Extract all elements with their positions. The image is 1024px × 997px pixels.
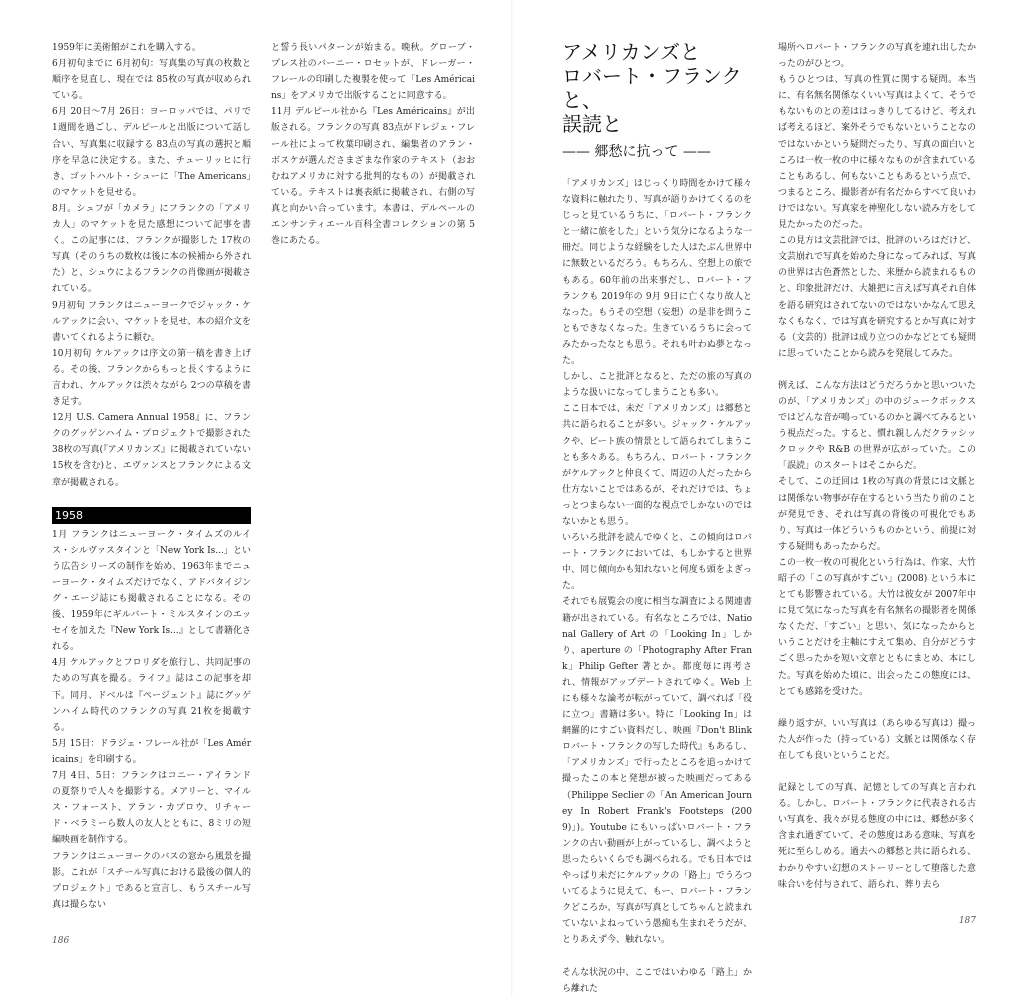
timeline-entry: 6月初旬までに 6月初旬：写真集の写真の枚数と順序を見直し、現在では 85枚の写真が収められている。: [52, 59, 251, 102]
timeline-entry: 8月。シュフが「カメラ」にフランクの「アメリカ人」のマケットを見た感想について記事を書く。この記事には、フランクが撮影した 17枚の写真（そのうちの数枚は後に本の候補から外された）と、シュウによるフランクの肖像画が掲載されている。: [52, 203, 251, 295]
body-paragraph: 例えば、こんな方法はどうだろうかと思いついたのが、「アメリカンズ」の中のジュークボックスではどんな音が鳴っているのかと調べてみるという視点だった。すると、慣れ親しんだクラッシックロックや R&B の世界が広がっていた。この「誤読」のスタートはそこからだ。: [778, 380, 977, 472]
right-page-column-2: [778, 40, 976, 929]
body-paragraph: もうひとつは、写真の性質に関する疑問。本当に、有名無名関係なくいい写真はよくて、そうでもないものとの差ははっきりしてるけど、考えれば考えるほど、案外そうでもないということなのではないかという疑問だったり、写真の面白いところは一枚一枚の中に様々なものが含まれていることもあるし、何もないこともあるという点で、つまるところ、撮影者が有名だからすべて良いわけではない。写真家を神聖化しない読み方をして見たかったのだった。: [778, 75, 977, 231]
body-paragraph: そして、この迂回は 1枚の写真の背景には文脈とは関係ない物事が存在するという当たり前のことが発見でき、それは写真の背後の可視化でもあり、写真は一体どういうものかという、前提に対する疑問もあったからだ。: [778, 477, 977, 552]
body-paragraph: いろいろ批評を読んでゆくと、この傾向はロバート・フランクにおいては、もしかすると世界中、同じ傾向かも知れないと何度も頭をよぎった。: [562, 533, 752, 592]
body-paragraph: 場所へロバート・フランクの写真を連れ出したかったのがひとつ。: [778, 43, 976, 70]
page-number-left: 186: [52, 935, 70, 946]
book-gutter: [511, 0, 513, 997]
timeline-entry: 10月初旬 ケルアックは序文の第一稿を書き上げる。その後、フランクからもっと長くするように言われ、ケルアックは渋々ながら 2つの草稿を書き足す。: [52, 348, 251, 408]
timeline-entry: 9月初旬 フランクはニューヨークでジャック・ケルアックに会い、マケットを見せ、本の紹介文を書いてくれるように頼む。: [52, 300, 251, 343]
timeline-entry: フランクはニューヨークのバスの窓から風景を撮影。これが「スチール写真における最後の個人的プロジェクト」であると宣言し、もうスチール写真は撮らない: [52, 851, 251, 910]
body-paragraph: そんな状況の中、ここではいわゆる「路上」から離れた: [562, 967, 752, 994]
right-page-column-1: [562, 40, 752, 997]
title-line: アメリカンズと: [562, 40, 700, 64]
body-paragraph: 「アメリカンズ」はじっくり時間をかけて様々な資料に触れたり、写真が語りかけてくるのをじっと見ているうちに、「ロバート・フランクと一緒に旅をした」という気分になるような一冊だ。同じような経験をした人はたぶん世界中に無数といるだろう。もちろん、空想上の旅でもある。60年前の出来事だし、ロバート・フランクも 2019年の 9月 9日に亡くなり故人となった。もうその空想（妄想）の是非を問うこともできなくなった。生きているうちに会ってみたかったなとも思う。それも叶わぬ夢となった。: [562, 179, 752, 367]
timeline-entry: 11月 デルピール社から『Les Américains』が出版される。フランクの写真 83点がドレジェ・フレール社によって枚葉印刷され、編集者のアラン・ボスケが選んださまざまな作家のテキスト（おおむねアメリカに対する批判的なもの）が掲載されている。テキストは裏表紙に掲載され、右側の写真と向かい合っています。本書は、デルペールのエンサンティエール百科全書コレクションの第 5巻にあたる。: [271, 107, 475, 247]
left-page-column-1: [52, 40, 251, 949]
essay-title: [562, 40, 752, 136]
title-line: ロバート・フランクと、: [562, 64, 742, 112]
body-paragraph: この見方は文芸批評では、批評のいろはだけど、文芸崩れで写真を始めた身になってみれば、写真の世界は古色蒼然とした、来歴から読まれるものと、印象批評だけ、大雑把に言えば写真それ自体を語る研究はされてないのではないかなんて思えなくもなく、では写真を研究するとか写真に対する（文芸的）批評は成り立つのかなどとても疑問に思っていたことから読みを発展してみた。: [778, 236, 977, 359]
timeline-entry: 7月 4日、5日：フランクはコニー・アイランドの夏祭りで人々を撮影する。メアリーと、マイルス・フォースト、アラン・カプロウ、リチャード・ベラミーら数人の友人とともに、8ミリの短編映画を制作する。: [52, 771, 251, 846]
timeline-entry: 1959年に美術館がこれを購入する。: [52, 43, 201, 53]
timeline-entry: 4月 ケルアックとフロリダを旅行し、共同記事のための写真を撮る。ライフ』誌はこの記事を却下。同月、ドベルは『ページェント』誌にグッゲンハイム時代のフランクの写真 21枚を掲載する。: [52, 658, 251, 733]
body-paragraph: それでも展覧会の度に相当な調査による関連書籍が出されている。有名なところでは、National Gallery of Art の「Looking In」しかり、aperture の「Photography After Frank」Philip Gefter 著とか。都度毎に再考され、情報がアップデートされてゆく。Web 上にも様々な論考が転がっていて、調べれば「役に立つ」書籍は多い。特に「Looking In」は網羅的にすごい資料だし、映画『Don't Blink ロバート・フランクの写した時代』もあるし、「アメリカンズ」で行ったところを追っかけて撮ったこの本と発想が被った映画だってある（Philippe Seclier の「An American Journey In Robert Frank's Footsteps (2009)」)。Youtube にもいっぱいロバート・フランクの古い動画が上がっているし、調べようと思ったらいくらでも調べられる。でも日本ではやっぱり未だにケルアックの「路上」でうろついてるように見えて、もー、ロバート・フランクどころか、写真が写真としてちゃんと読まれていないよねっていう愚痴も生まれそうだが、とりあえず今、触れない。: [562, 597, 752, 946]
body-paragraph: ここ日本では、未だ「アメリカンズ」は郷愁と共に語られることが多い。ジャック・ケルアックや、ビート族の情景として語られてしまうことも多々ある。もちろん、ロバート・フランクがケルアックと仲良くて、周辺の人だったから仕方ないことではあるが、それだけでは、ちょっとつまらない一面的な視点でしかないのではないかとも思う。: [562, 404, 752, 527]
timeline-entry: 6月 20日～7月 26日：ヨーロッパでは、パリで 1週間を過ごし、デルピールと出版について話し合い、写真集に収録する 83点の写真の選択と順序を早急に決定する。また、チューリッヒに行き、ゴットハルト・シューに「The Americans」のマケットを見せる。: [52, 107, 251, 198]
page-number-right: 187: [958, 915, 976, 926]
timeline-entry: 5月 15日：ドラジェ・フレール社が「Les Américains」を印刷する。: [52, 738, 251, 765]
timeline-entry: と誓う長いパターンが始まる。晩秋。グローブ・プレス社のバーニー・ロセットが、ドレーガー・フレールの印刷した複製を使って「Les Américains」をアメリカで出版することに同意する。: [271, 43, 475, 102]
timeline-entry: 12月 U.S. Camera Annual 1958』に、フランクのグッゲンハイム・プロジェクトで撮影された 38枚の写真(『アメリカンズ』に掲載されていない 15枚を含む)と、エヴァンスとフランクによる文章が掲載される。: [52, 413, 251, 488]
body-paragraph: この一枚一枚の可視化という行為は、作家、大竹昭子の「この写真がすごい」(2008) という本にとても影響されている。大竹は彼女が 2007年中に見て気になった写真を有名無名の撮影者を関係なくただ、「すごい」と思い、気になったからということだけを主軸にすえて集め、自分がどうすごく思ったかを短い文章とともにまとめ、本にした。写真を始めた頃に、出会ったこの態度には、とても感銘を受けた。: [778, 557, 977, 697]
essay-subtitle: —— 郷愁に抗って ——: [562, 144, 711, 160]
year-heading-1958: 1958: [52, 507, 251, 524]
left-page-column-2: [271, 40, 475, 249]
timeline-entry: 1月 フランクはニューヨーク・タイムズのルイス・シルヴァスタインと「New York Is...」という広告シリーズの制作を始め、1963年までニューヨーク・タイムズだけでなく、アドバタイジング・エージ誌にも掲載されることになる。その後、1959年にギルバート・ミルスタインのエッセイを加えた『New York Is...』として書籍化される。: [52, 529, 251, 653]
body-paragraph: 記録としての写真、記憶としての写真と言われる。しかし、ロバート・フランクに代表される古い写真を、我々が見る態度の中には、郷愁が多く含まれ過ぎていて、その態度はある意味、写真を死に至らしめる。過去への郷愁と共に語られる、わかりやすい幻想のストーリーとして堕落した意味合いを付与されて、語られ、葬り去ら: [778, 783, 977, 890]
title-line: 誤読と: [562, 112, 622, 136]
body-paragraph: 繰り返すが、いい写真は（あらゆる写真は）撮った人が作った（持っている）文脈とは関係なく存在しても良いということだ。: [778, 718, 977, 761]
body-paragraph: しかし、こと批評となると、ただの旅の写真のような扱いになってしまうことも多い。: [562, 372, 752, 399]
